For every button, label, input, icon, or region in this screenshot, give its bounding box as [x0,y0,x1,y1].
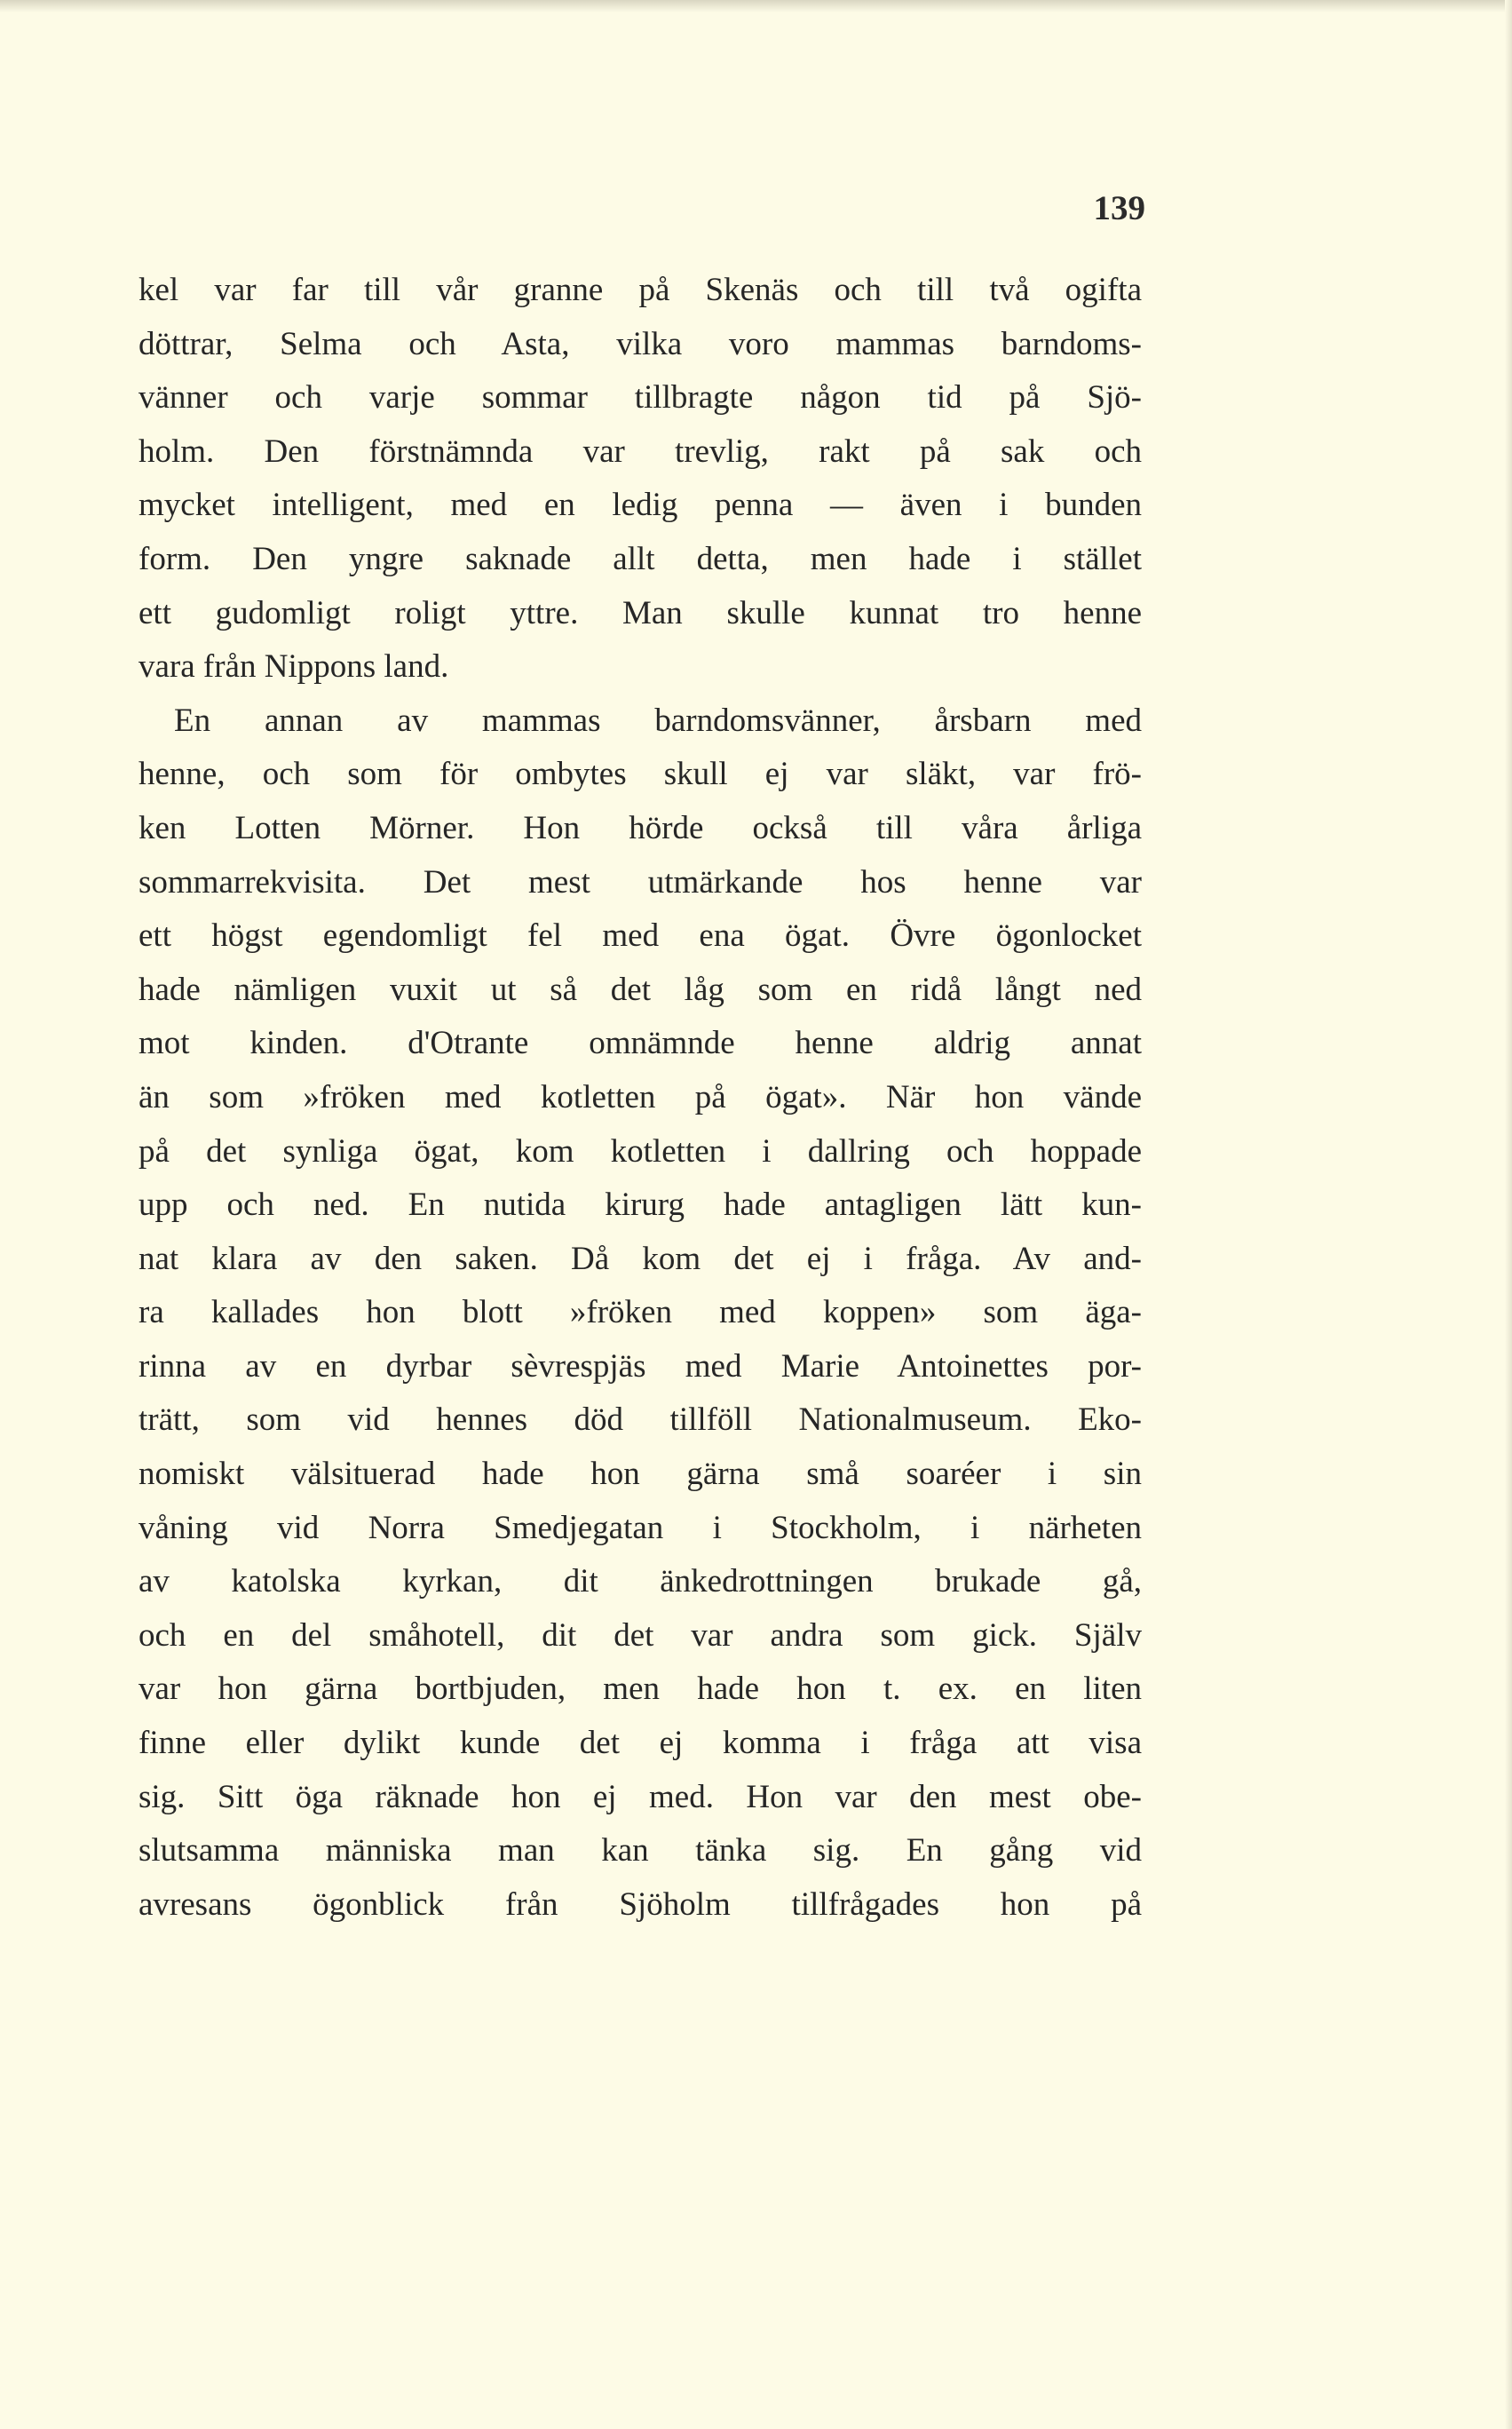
text-line: våning vid Norra Smedjegatan i Stockholm, i närheten [139,1509,1142,1546]
text-line: avresans ögonblick från Sjöholm tillfrågades hon på [139,1885,1142,1923]
text-line: på det synliga ögat, kom kotletten i dallring och hoppade [139,1132,1142,1170]
text-line: vara från Nippons land. [139,648,449,686]
text-line: sig. Sitt öga räknade hon ej med. Hon var den mest obe- [139,1778,1142,1815]
text-line: henne, och som för ombytes skull ej var släkt, var frö- [139,756,1142,793]
text-line: än som »fröken med kotletten på ögat». När hon vände [139,1078,1142,1115]
text-line: form. Den yngre saknade allt detta, men hade i stället [139,540,1142,577]
text-line: vänner och varje sommar tillbragte någon tid på Sjö- [139,379,1142,417]
text-line: rinna av en dyrbar sèvrespjäs med Marie Antoinettes por- [139,1347,1142,1385]
text-line: holm. Den förstnämnda var trevlig, rakt på sak och [139,433,1142,470]
text-line: döttrar, Selma och Asta, vilka voro mammas barndoms- [139,325,1142,362]
text-line: nat klara av den saken. Då kom det ej i fråga. Av and- [139,1240,1142,1277]
text-line: var hon gärna bortbjuden, men hade hon t. ex. en liten [139,1671,1142,1708]
body-text [139,264,1142,1932]
text-line: och en del småhotell, dit det var andra som gick. Själv [139,1616,1142,1654]
text-line: En annan av mammas barndomsvänner, årsbarn med [174,702,1142,739]
text-line: nomiskt välsituerad hade hon gärna små soaréer i sin [139,1456,1142,1493]
page-number: 139 [1093,189,1145,227]
text-line: ken Lotten Mörner. Hon hörde också till våra årliga [139,809,1142,846]
text-line: ra kallades hon blott »fröken med koppen» som äga- [139,1294,1142,1331]
text-line: mycket intelligent, med en ledig penna — även i bunden [139,487,1142,524]
text-line: slutsamma människa man kan tänka sig. En gång vid [139,1832,1142,1869]
text-line: ett högst egendomligt fel med ena ögat. Övre ögonlocket [139,917,1142,955]
page-right-edge [1505,0,1512,2429]
text-line: finne eller dylikt kunde det ej komma i fråga att visa [139,1725,1142,1762]
text-line: upp och ned. En nutida kirurg hade antagligen lätt kun- [139,1187,1142,1224]
text-line: kel var far till vår granne på Skenäs och till två ogifta [139,272,1142,308]
text-line: sommarrekvisita. Det mest utmärkande hos henne var [139,863,1142,901]
text-line: ett gudomligt roligt yttre. Man skulle kunnat tro henne [139,594,1142,631]
text-line: trätt, som vid hennes död tillföll Nationalmuseum. Eko- [139,1401,1142,1439]
page-top-edge [0,0,1512,12]
text-line: hade nämligen vuxit ut så det låg som en ridå långt ned [139,971,1142,1008]
text-line: mot kinden. d'Otrante omnämnde henne aldrig annat [139,1025,1142,1062]
text-line: av katolska kyrkan, dit änkedrottningen brukade gå, [139,1563,1142,1600]
